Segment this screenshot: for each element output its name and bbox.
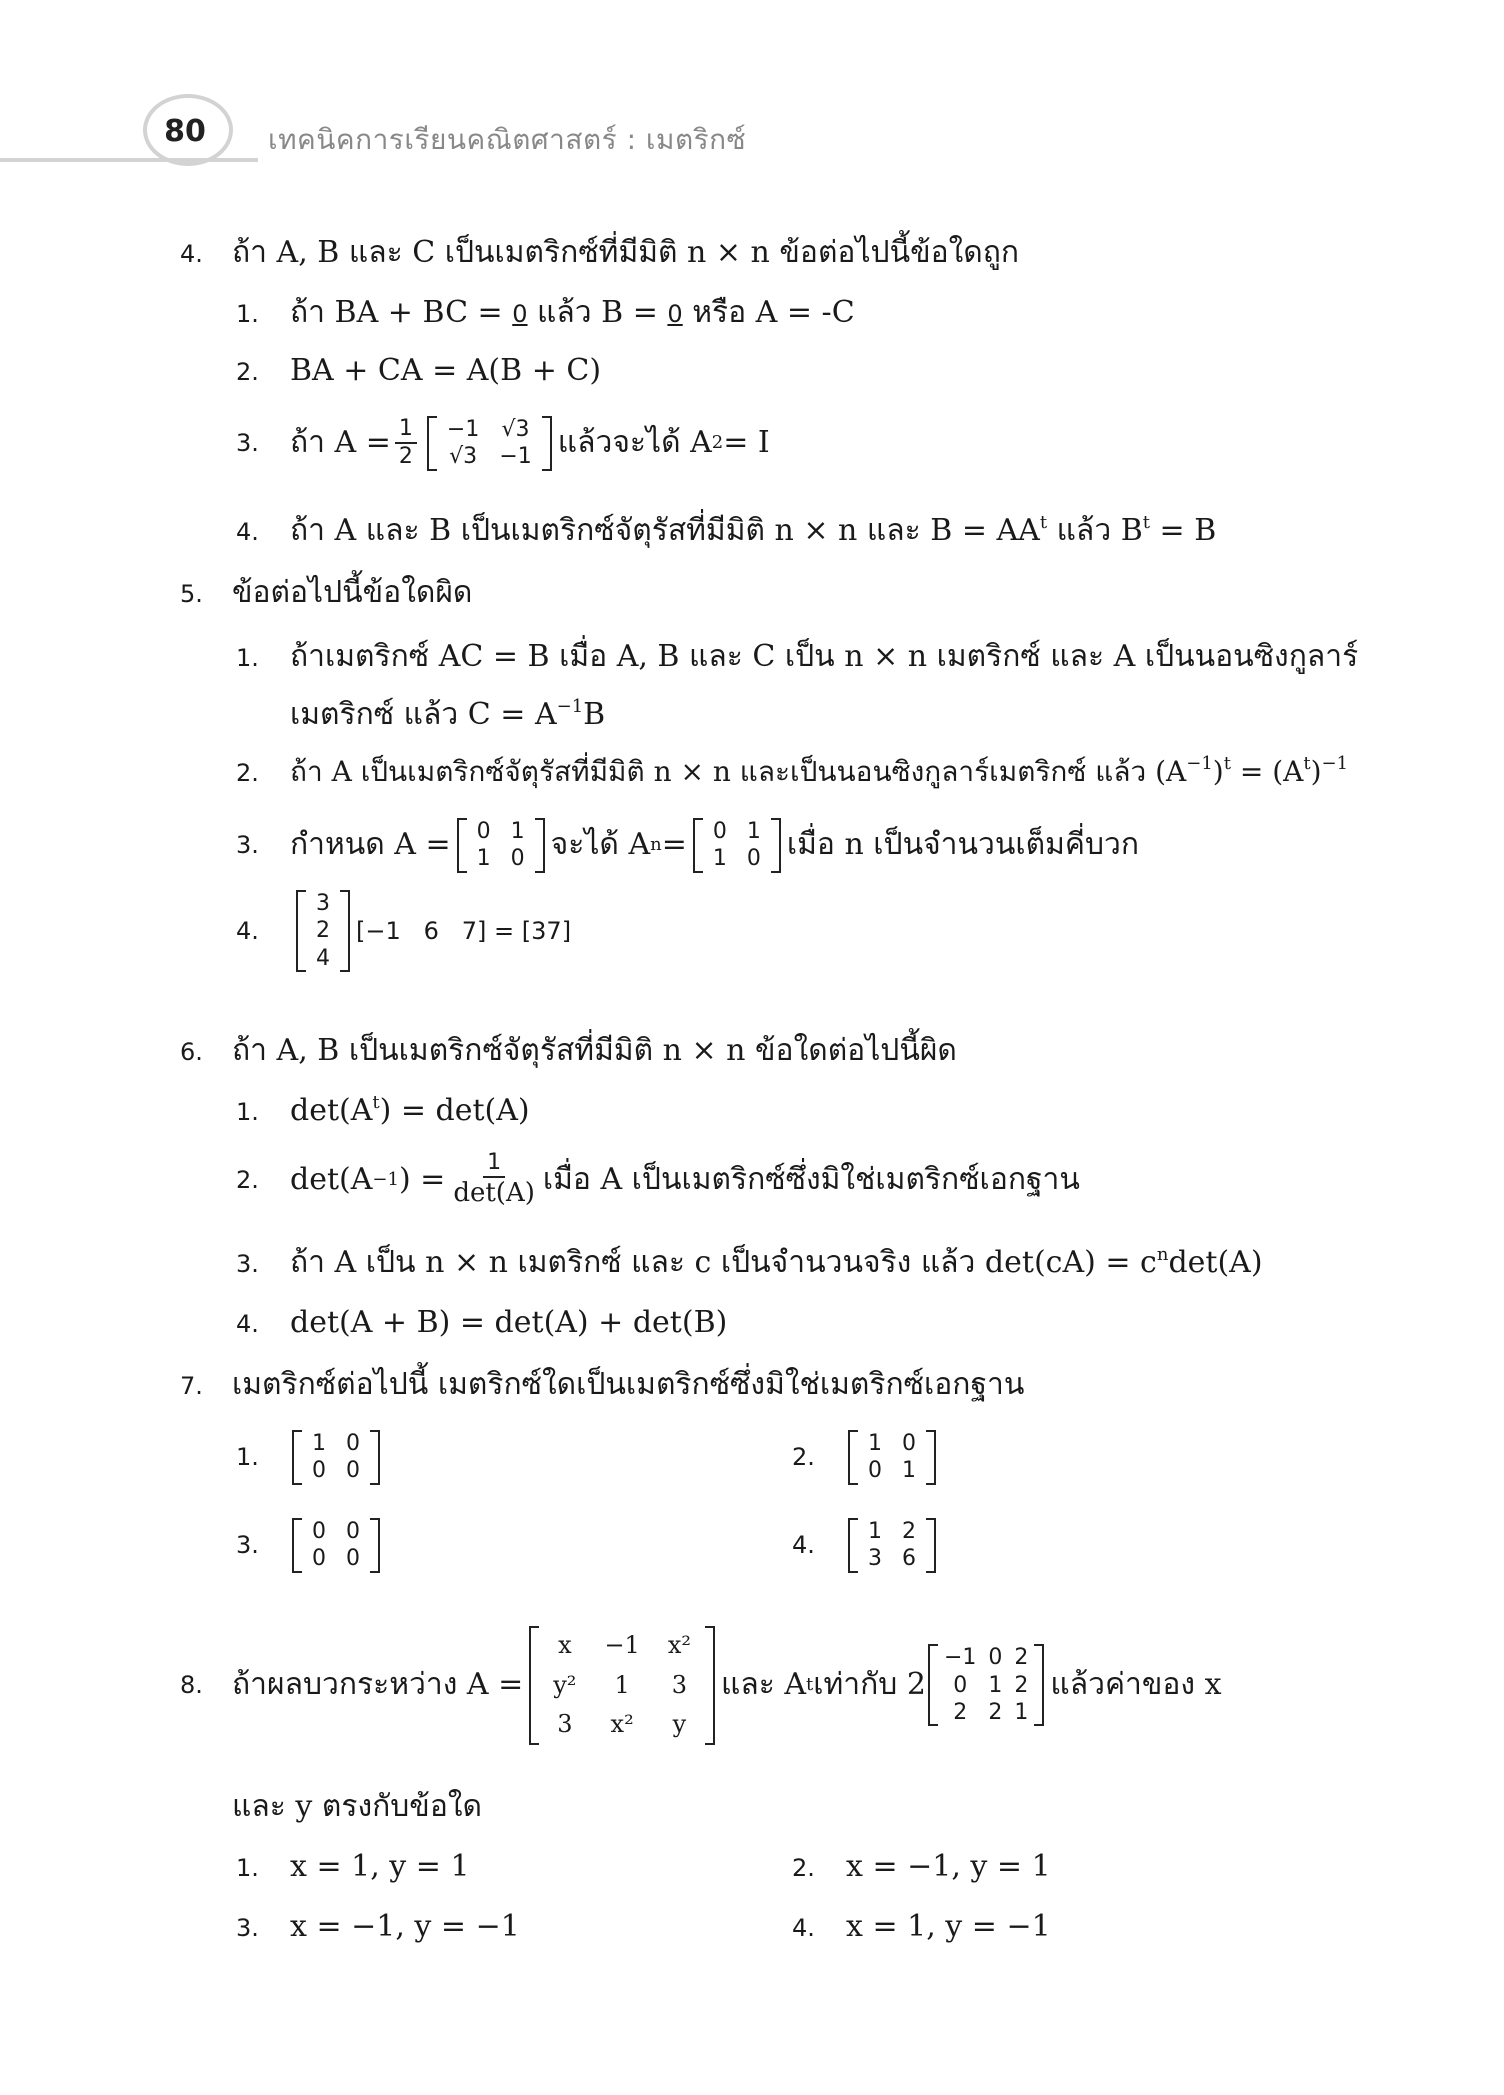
choice-number: 3. (236, 1250, 259, 1278)
q4-choice-3: 3. ถ้า A = $\frac{1}{2}$ −1 √3 √3 −1 แล้วจะได้ A 2 = I (236, 416, 770, 470)
choice-number: 2. (236, 358, 259, 386)
question-6 (180, 1033, 957, 1068)
matrix: −1 0 2 0 1 2 2 2 1 (928, 1644, 1044, 1726)
question-number: 4. (180, 240, 203, 268)
q6-choice-2: 2. det(A −1 ) = $\frac{1}{\det(A)}$ เมื่อ A เป็นเมตริกซ์ซึ่งมิใช่เมตริกซ์เอกฐาน (236, 1150, 1080, 1209)
q8-choice-4: 4. x = 1, y = −1 (792, 1909, 1051, 1944)
choice-number: 4. (236, 1310, 259, 1338)
question-stem: ถ้า A, B เป็นเมตริกซ์จัตุรัสที่มีมิติ n × n ข้อใดต่อไปนี้ผิด (232, 1033, 957, 1068)
matrix: 0 1 1 0 (457, 818, 545, 873)
page-number: 80 (164, 114, 206, 149)
fraction: $\frac{1}{\det(A)}$ (453, 1150, 535, 1209)
q7-choice-1 (236, 1430, 386, 1485)
q5-choice-1-cont: เมตริกซ์ แล้ว $C = A^{-1}B$ (290, 696, 606, 732)
question-stem: ข้อต่อไปนี้ข้อใดผิด (232, 575, 473, 610)
q7-choice-2 (792, 1430, 942, 1485)
matrix: 1 0 0 0 (292, 1430, 380, 1485)
question-number: 7. (180, 1372, 203, 1400)
q5-choice-3: 3. กำหนด A = 0 1 1 0 จะได้ A n = 0 1 1 0 เมื่อ n เป็นจำนวนเต็มคี่บวก (236, 819, 1140, 872)
choice-number: 1. (236, 1854, 259, 1882)
choice-number: 1. (236, 1443, 259, 1472)
question-number: 6. (180, 1038, 203, 1066)
q7-choice-3 (236, 1518, 386, 1573)
question-7 (180, 1367, 1025, 1402)
q6-choice-1: 1. $\det(A^t) = \det(A)$ (236, 1092, 530, 1128)
fraction: $\frac{1}{2}$ (395, 416, 417, 471)
choice-number: 1. (236, 644, 259, 672)
choice-number: 4. (792, 1531, 815, 1560)
zero-matrix: 0 (512, 300, 528, 328)
book-title: เทคนิคการเรียนคณิตศาสตร์ : เมตริกซ์ (268, 123, 747, 156)
choice-number: 4. (792, 1914, 815, 1942)
matrix: 0 1 1 0 (693, 818, 781, 873)
q5-choice-4: 4. 3 2 4 [−1 6 7] = [37] (236, 891, 572, 971)
question-stem: เมตริกซ์ต่อไปนี้ เมตริกซ์ใดเป็นเมตริกซ์ซึ่งมิใช่เมตริกซ์เอกฐาน (232, 1367, 1025, 1402)
choice-number: 2. (792, 1443, 815, 1472)
question-number: 5. (180, 580, 203, 608)
matrix: 1 2 3 6 (848, 1518, 936, 1573)
question-stem: ถ้า A, B และ C เป็นเมตริกซ์ที่มีมิติ n × n ข้อต่อไปนี้ข้อใดถูก (232, 235, 1020, 270)
q8-choice-1: 1. x = 1, y = 1 (236, 1849, 470, 1884)
q4-choice-2: 2. BA + CA = A(B + C) (236, 353, 602, 388)
q5-choice-2: 2. ถ้า A เป็นเมตริกซ์จัตุรัสที่มีมิติ n × n และเป็นนอนซิงกูลาร์เมตริกซ์ แล้ว $(A^{-1})^t = (A^t)^{-1}$ (236, 753, 1349, 788)
choice-number: 4. (236, 916, 259, 945)
question-4 (180, 235, 1020, 270)
choice-number: 3. (236, 429, 259, 458)
choice-number: 2. (236, 759, 259, 787)
matrix: −1 √3 √3 −1 (427, 416, 552, 471)
choice-number: 1. (236, 1098, 259, 1126)
q5-choice-1: 1. ถ้าเมตริกซ์ AC = B เมื่อ A, B และ C เป็น n × n เมตริกซ์ และ A เป็นนอนซิงกูลาร์ (236, 639, 1359, 674)
question-8-cont: และ y ตรงกับข้อใด (232, 1789, 482, 1824)
matrix: 1 0 0 1 (848, 1430, 936, 1485)
choice-number: 3. (236, 1914, 259, 1942)
question-5 (180, 575, 473, 610)
q4-choice-1: 1. ถ้า BA + BC = 0 แล้ว B = 0 หรือ A = -C (236, 295, 855, 330)
matrix: 0 0 0 0 (292, 1518, 380, 1573)
choice-number: 4. (236, 518, 259, 546)
q6-choice-4: 4. det(A + B) = det(A) + det(B) (236, 1305, 728, 1340)
q4-choice-4: 4. ถ้า A และ B เป็นเมตริกซ์จัตุรัสที่มีมิติ n × n และ $B = AA^t$ แล้ว $B^t = B$ (236, 512, 1217, 548)
choice-number: 1. (236, 300, 259, 328)
q8-choice-3: 3. x = −1, y = −1 (236, 1909, 520, 1944)
choice-number: 3. (236, 831, 259, 860)
matrix: 3 2 4 (296, 890, 350, 972)
choice-number: 2. (792, 1854, 815, 1882)
q7-choice-4 (792, 1518, 942, 1573)
q8-choice-2: 2. x = −1, y = 1 (792, 1849, 1051, 1884)
q6-choice-3: 3. ถ้า A เป็น n × n เมตริกซ์ และ c เป็นจำนวนจริง แล้ว $\det(cA) = c^n\det(A)$ (236, 1244, 1263, 1280)
matrix: x −1 x² y² 1 3 3 x² y (529, 1626, 715, 1745)
header-rule (0, 158, 258, 162)
choice-number: 2. (236, 1165, 259, 1194)
choice-number: 3. (236, 1531, 259, 1560)
question-8: 8. ถ้าผลบวกระหว่าง A = x −1 x² y² 1 3 3 x² y และ A t เท่ากับ 2 −1 0 2 0 1 2 2 2 1 แล้วค่าของ x (180, 1626, 1222, 1745)
question-number: 8. (180, 1671, 203, 1700)
zero-matrix: 0 (667, 300, 683, 328)
